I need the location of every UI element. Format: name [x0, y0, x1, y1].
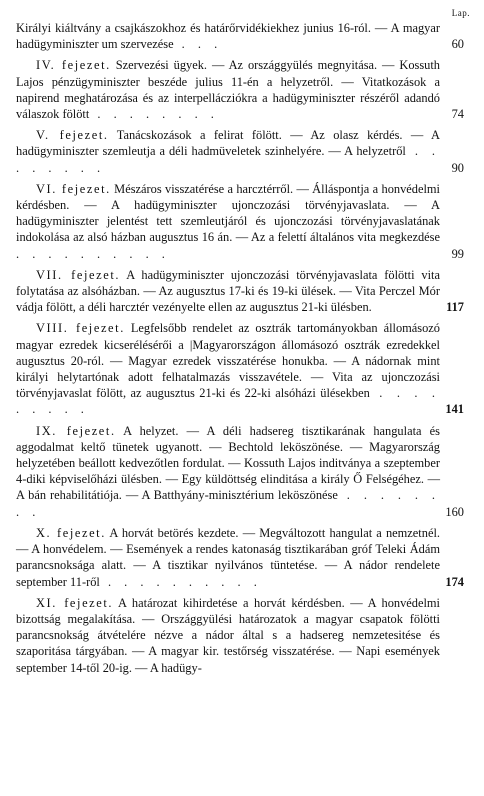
entry-text [16, 595, 444, 676]
entry-description: A hadügyminiszter ujonczozási törvényjavaslata fölötti vita folytatása az alsóházban. — Az augusztus 17-ki és 19-ki ülések. — Vita Perczel Mór vádja fölött, a déli harcztér vezényelte ellen az augusztus 21-ki ülésben. [16, 267, 440, 315]
entry-description: Mészáros visszatérése a harcztérről. — Álláspontja a honvédelmi kérdésben. — A hadügyminiszter ujonczozási törvényjavaslata. — A hadügyminiszter jelentést tett szemleutjáról és ujonczozási törvényjavaslatának indokolása az alsó házban augusztus 16 án. — Az a felettí általános vita megkezdése [16, 181, 440, 245]
chapter-label: VIII. fejezet. [36, 321, 125, 336]
toc-entry [16, 57, 464, 122]
page-ref: 160 [445, 504, 464, 519]
chapter-label: X. fejezet. [36, 525, 106, 540]
leader-dots: . . . [173, 37, 223, 52]
toc-entry [16, 267, 464, 316]
leader-dots: . . . . . . . . . [16, 386, 440, 417]
chapter-label: V. fejezet. [36, 128, 109, 143]
leader-dots: . . . . . . . . . . [16, 246, 170, 261]
toc-entry [16, 181, 464, 262]
entry-text [16, 525, 444, 590]
entry-text [16, 320, 444, 417]
page-ref: 60 [451, 37, 464, 52]
entry-text [16, 20, 444, 52]
entry-text [16, 127, 444, 176]
chapter-label: VI. fejezet. [36, 181, 111, 196]
toc-entry [16, 423, 464, 520]
entry-description: A horvát betörés kezdete. — Megváltozott hangulat a nemzetnél. — A honvédelem. — Események a rendes katonaság tisztikarában gróf Teleki Ádám parancsnoksága alatt. — A tisztikar nyilvános tüntetése. — A nádor rendelete september 11-ről [16, 525, 440, 589]
entry-description: Királyi kiáltvány a csajkászokhoz és határőrvidékiekhez junius 16-ról. — A magyar hadügyminiszter um szervezése [16, 21, 440, 52]
chapter-label: VII. fejezet. [36, 267, 121, 282]
page-ref: 174 [445, 574, 464, 589]
entry-text [16, 181, 444, 262]
page-ref: 90 [451, 160, 464, 175]
entry-description: A helyzet. — A déli hadsereg tisztikarának hangulata és aggodalmat keltő tünetek ugyanott. — Bechtold leköszönése. — Magyarország helyzetében beállott kedvezőtlen fordulat. — Kossuth Lajos inditványa a szeptember 4-diki képviselőházi ülésben. — Egy küldöttség elinditása a király Ő Felségéhez. — A bán rehabilitátiója. — A Batthyány-minisztérium leköszönése [16, 423, 441, 503]
entry-text [16, 57, 444, 122]
leader-dots: . . . . . . . . [89, 107, 219, 122]
page-ref: 74 [451, 107, 464, 122]
entry-description: Tanácskozások a felirat fölött. — Az olasz kérdés. — A hadügyminiszter szemleutja a déli hadmüveletek szinhelyére. — A helyzetről [16, 128, 440, 159]
entry-description: A határozat kihirdetése a horvát kérdésben. — A honvédelmi bizottság megalakítása. — Országgyülési határozatok a magyar csapatok fölötti parancsnokság átvételére nézve a nádor által s a hadsereg nemzetesitése és szaporitása tárgyában. — A magyar kir. testőrség visszatérése. — Napi események september 14-től 20-ig. — A hadügy- [16, 595, 441, 675]
toc-entry [16, 320, 464, 417]
entry-description: Legfelsőbb rendelet az osztrák tartományokban állomásozó magyar ezredek kicserélésérői a |Magyarországon állomásozó osztrák ezredekkel augusztus 20-ról. — Magyar ezredek visszatérése honukba. — A nádornak mint királyi helytartónak adott felhatalmazás visszavétele. — Vita az ujonczozási törvényjavaslat fölött, az augusztus 21-ki és 22-ki alsóházi ülésekben [16, 321, 440, 401]
page-ref: 141 [445, 402, 464, 417]
chapter-label: IV. fejezet. [36, 58, 111, 73]
entry-text [16, 423, 444, 520]
page-number-header: Lap. [451, 8, 470, 18]
page-ref: 117 [446, 300, 464, 315]
leader-dots: . . . . . . . . [16, 488, 441, 519]
toc-entry [16, 525, 464, 590]
entry-description: Szervezési ügyek. — Az országgyülés megnyitása. — Kossuth Lajos pénzügyminiszter beszéde julius 11-én a helyzetről. — Vitatkozások a napirend meghatározása és az interpellácziókra a hadügyminiszter részéről adandó válaszok fölött [16, 58, 440, 122]
toc-entry [16, 20, 464, 52]
entry-text [16, 267, 444, 316]
toc-entry [16, 595, 464, 676]
page-ref: 99 [451, 246, 464, 261]
table-of-contents [16, 20, 464, 681]
chapter-label: IX. fejezet. [36, 423, 116, 438]
leader-dots: . . . . . . . . . . [99, 574, 262, 589]
toc-entry [16, 127, 464, 176]
leader-dots: . . . . . . . . [16, 144, 440, 175]
chapter-label: XI. fejezet. [36, 595, 114, 610]
